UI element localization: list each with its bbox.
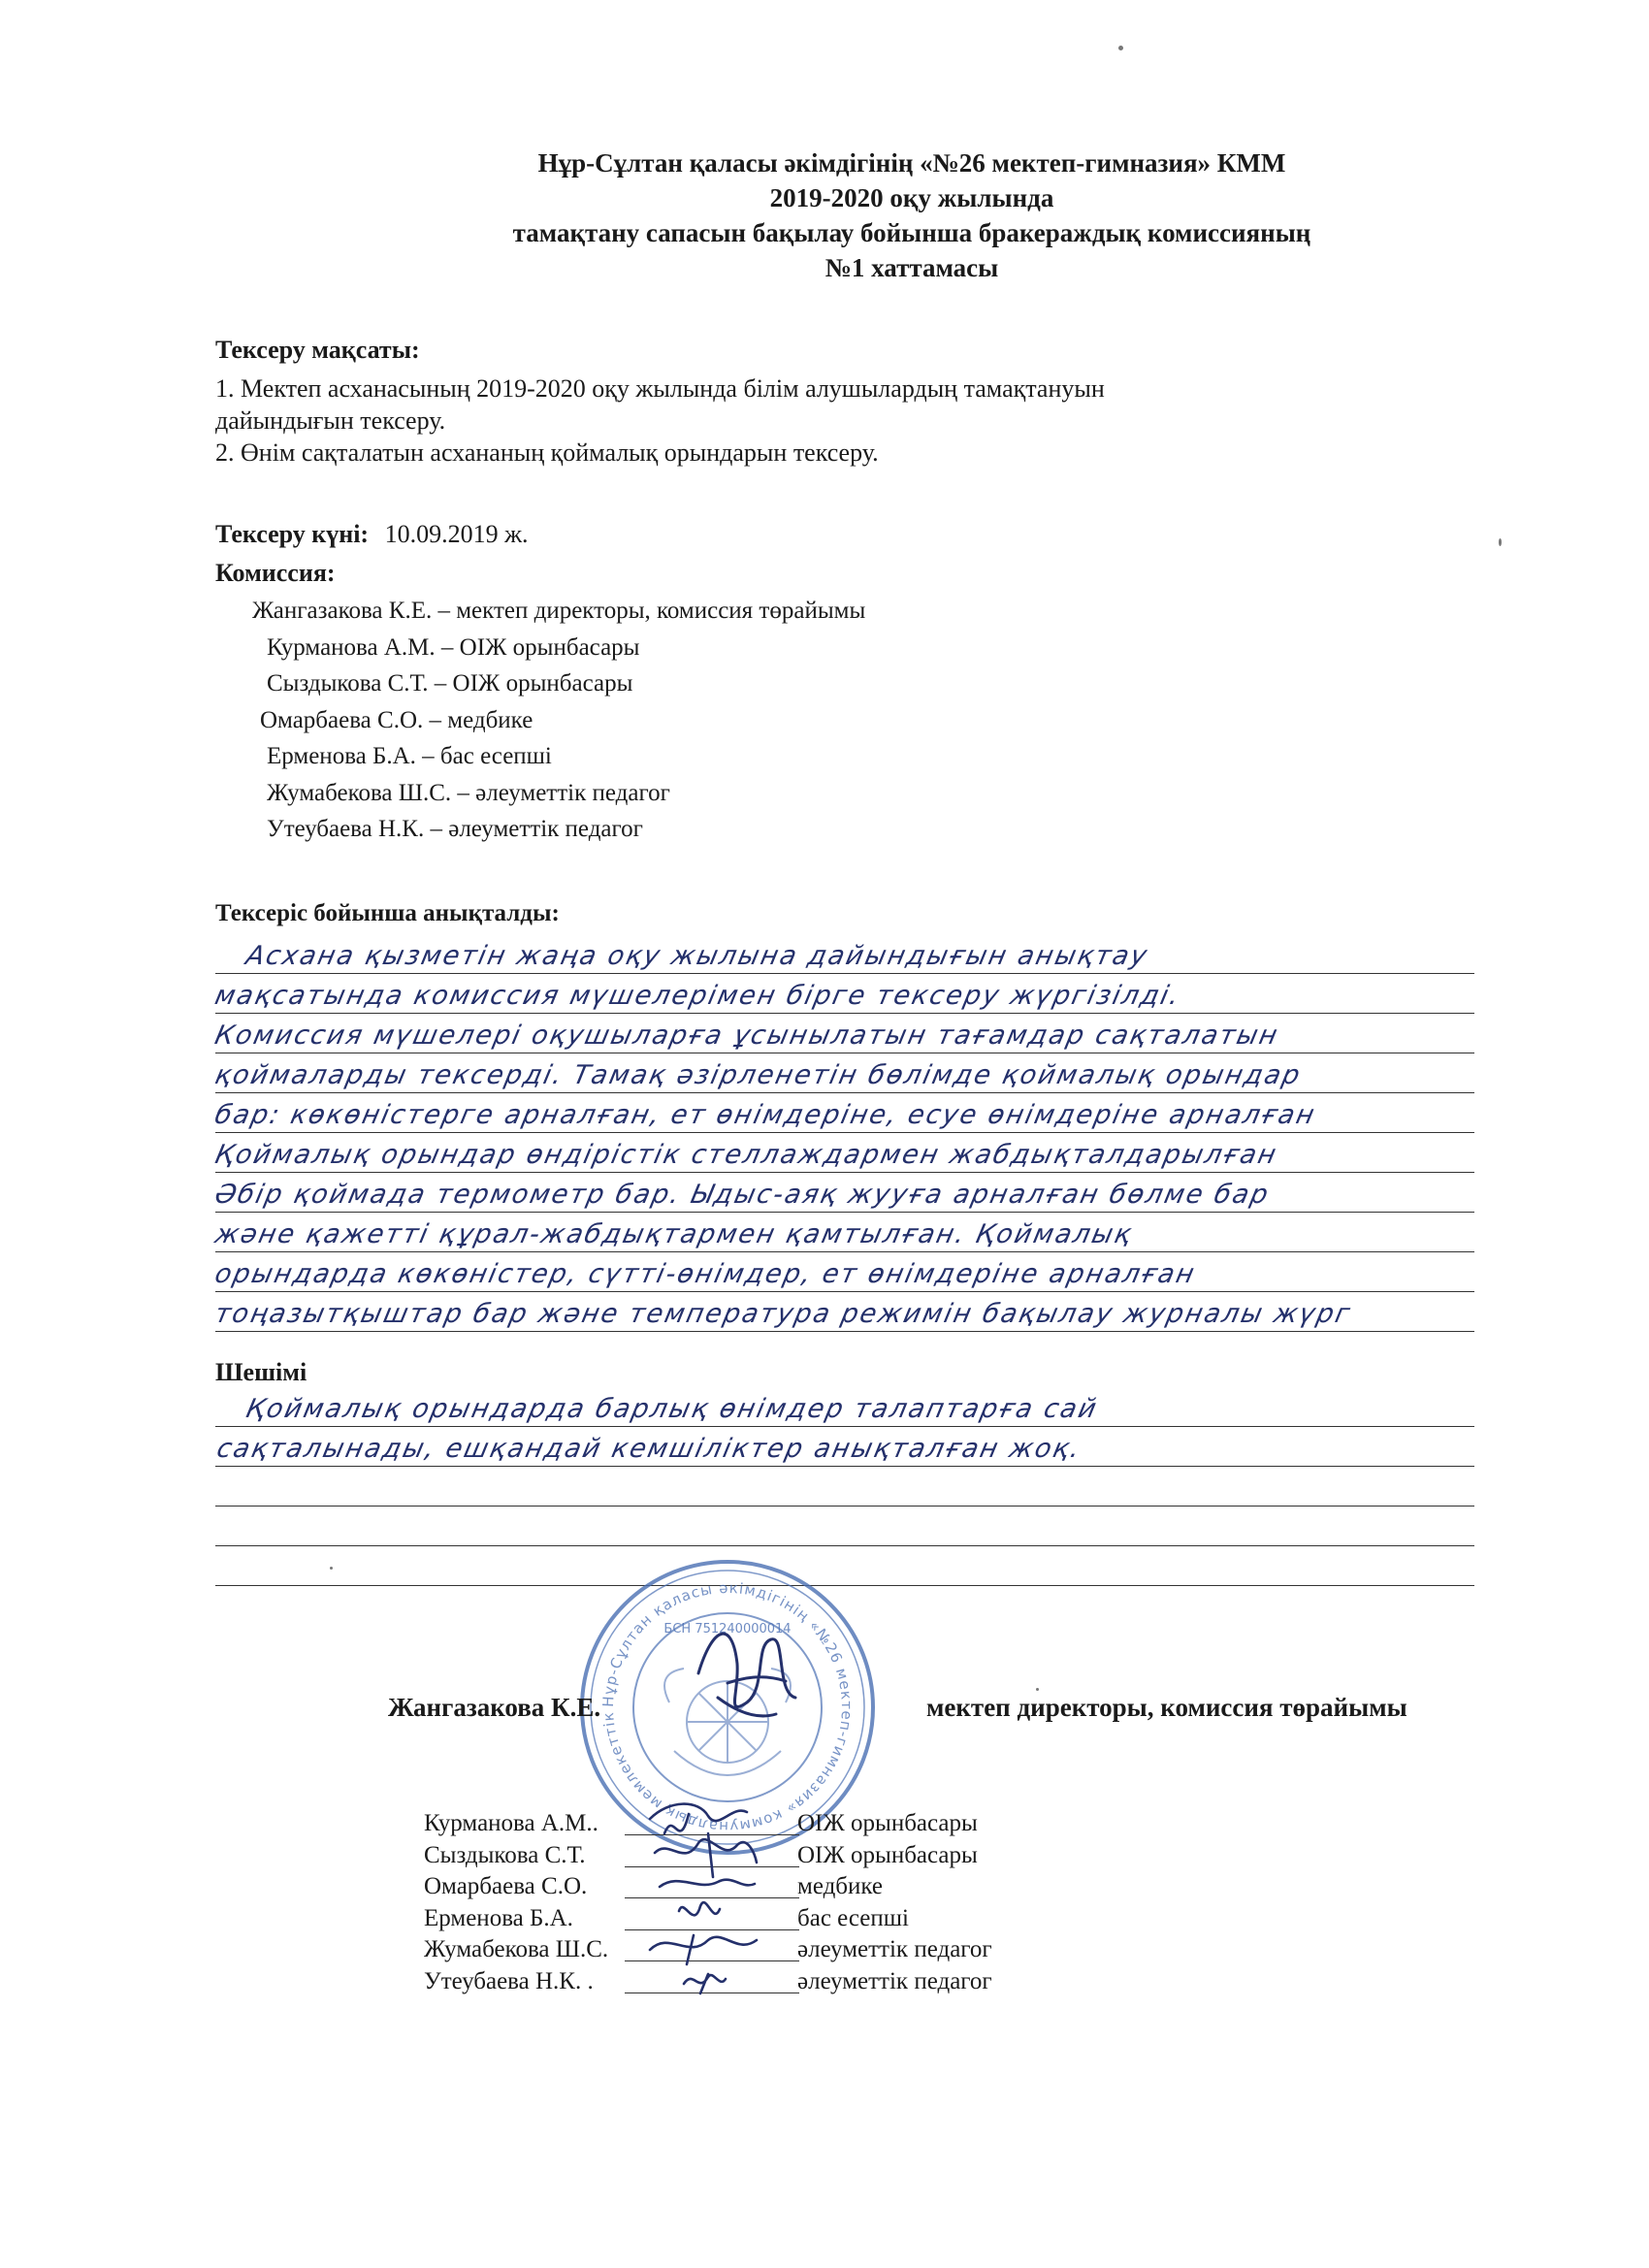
member-line: Сыздыкова С.Т. – ОІЖ орынбасары <box>267 670 633 697</box>
signer-name: Курманова А.М.. <box>424 1810 598 1836</box>
decision-line <box>215 1467 1474 1507</box>
handwritten-text: орындарда көкөністер, сүтті-өнімдер, ет өнімдеріне арналған <box>211 1259 1199 1289</box>
findings-line <box>211 1213 1474 1252</box>
goal-item-1a: 1. Мектеп асханасының 2019-2020 оқу жылында білім алушылардың тамақтануын <box>215 374 1105 403</box>
decision-line <box>215 1387 1474 1427</box>
findings-line <box>211 1014 1474 1053</box>
member-line: Жумабекова Ш.С. – әлеуметтік педагог <box>267 779 670 806</box>
chair-name: Жангазакова К.Е. <box>388 1693 601 1722</box>
date-value: 10.09.2019 ж. <box>384 520 529 548</box>
signer-name: Сыздыкова С.Т. <box>424 1841 586 1868</box>
decision-line <box>215 1427 1474 1467</box>
member-line: Ерменова Б.А. – бас есепші <box>267 743 552 769</box>
handwritten-text: бар: көкөністерге арналған, ет өнімдеріне, есуе өнімдеріне арналған <box>211 1100 1319 1130</box>
goal-title: Тексеру мақсаты: <box>215 336 420 364</box>
chair-signature-line <box>388 1693 1407 1723</box>
commission-title: Комиссия: <box>215 559 336 587</box>
signer-name: Омарбаева С.О. <box>424 1873 588 1899</box>
findings-line <box>215 934 1474 974</box>
handwritten-text: Әбір қоймада термометр бар. Ыдыс-аяқ жууға арналған бөлме бар <box>211 1180 1273 1210</box>
member-line: Утеубаева Н.К. – әлеуметтік педагог <box>267 816 643 842</box>
member-line: Курманова А.М. – ОІЖ орынбасары <box>267 633 640 661</box>
findings-line <box>211 1173 1474 1213</box>
signature-blank <box>625 1897 799 1898</box>
date-label: Тексеру күні: <box>215 520 370 548</box>
signer-role: ОІЖ орынбасары <box>797 1841 978 1868</box>
signer-name: Утеубаева Н.К. . <box>424 1967 594 1994</box>
header-line-1: Нұр-Сұлтан қаласы әкімдігінің «№26 мектеп-гимназия» КММ <box>537 148 1286 178</box>
handwritten-text: Асхана қызметін жаңа оқу жылына дайындығын анықтау <box>242 941 1151 971</box>
goal-item-1b: дайындығын тексеру. <box>215 406 446 435</box>
inspection-date <box>215 518 529 550</box>
stamp-bin: БСН 751240000014 <box>663 1622 792 1636</box>
signer-role: ОІЖ орынбасары <box>797 1810 978 1836</box>
findings-line <box>211 1133 1474 1173</box>
decision-title: Шешімі <box>215 1358 307 1386</box>
goal-item-2: 2. Өнім сақталатын асхананың қоймалық орындарын тексеру. <box>215 438 879 467</box>
svg-text:Нұр-Сұлтан қаласы әкімдігінің <box>577 1557 856 1835</box>
signer-role: медбике <box>797 1873 884 1899</box>
handwritten-text: Комиссия мүшелері оқушыларға ұсынылатын тағамдар сақталатын <box>211 1021 1282 1051</box>
handwritten-text: тоңазытқыштар бар және температура режимін бақылау журналы жүрг <box>211 1299 1355 1329</box>
document-header <box>369 146 1455 285</box>
header-line-3: тамақтану сапасын бақылау бойынша бракераждық комиссияның <box>512 218 1311 247</box>
signature-blank <box>625 1960 799 1961</box>
member-line: Жангазакова К.Е. – мектеп директоры, комиссия төрайымы <box>252 598 866 624</box>
decision-line <box>215 1507 1474 1546</box>
header-line-4: №1 хаттамасы <box>824 253 999 282</box>
handwritten-text: мақсатында комиссия мүшелерімен бірге тексеру жүргізілді. <box>211 981 1184 1011</box>
signature-blank <box>625 1866 799 1867</box>
goal-list <box>215 373 1457 469</box>
handwritten-text: Қоймалық орындар өндірістік стеллаждармен жабдықталдарылған <box>211 1140 1281 1170</box>
signature-blank <box>625 1834 799 1835</box>
findings-line <box>211 1252 1474 1292</box>
signer-name: Ерменова Б.А. <box>424 1904 573 1931</box>
findings-ruled-lines <box>211 934 1474 1332</box>
findings-line <box>211 1093 1474 1133</box>
signer-role: бас есепші <box>797 1904 909 1931</box>
findings-line <box>211 974 1474 1014</box>
signature-blank <box>625 1929 799 1930</box>
handwritten-text: сақталынады, ешқандай кемшіліктер анықталған жоқ. <box>213 1434 1084 1464</box>
stamp-ring-text: Нұр-Сұлтан қаласы әкімдігінің «№26 мектеп-гимназия» коммуналдық мемлекеттік <box>598 1578 857 1836</box>
header-line-2: 2019-2020 оқу жылында <box>769 183 1054 212</box>
findings-line <box>211 1292 1474 1332</box>
handwritten-text: қоймаларды тексерді. Тамақ әзірленетін бөлімде қоймалық орындар <box>211 1060 1305 1090</box>
chair-role: мектеп директоры, комиссия төрайымы <box>926 1693 1407 1722</box>
findings-title: Тексеріс бойынша анықталды: <box>215 900 560 926</box>
commission-members <box>0 593 866 848</box>
signer-name: Жумабекова Ш.С. <box>424 1936 609 1962</box>
signer-role: әлеуметтік педагог <box>797 1936 992 1962</box>
member-line: Омарбаева С.О. – медбике <box>260 706 534 733</box>
handwritten-text: және қажетті құрал-жабдықтармен қамтылған. Қоймалық <box>211 1219 1136 1249</box>
findings-line <box>211 1053 1474 1093</box>
signer-role: әлеуметтік педагог <box>797 1967 992 1994</box>
handwritten-text: Қоймалық орындарда барлық өнімдер талаптарға сай <box>242 1394 1101 1424</box>
